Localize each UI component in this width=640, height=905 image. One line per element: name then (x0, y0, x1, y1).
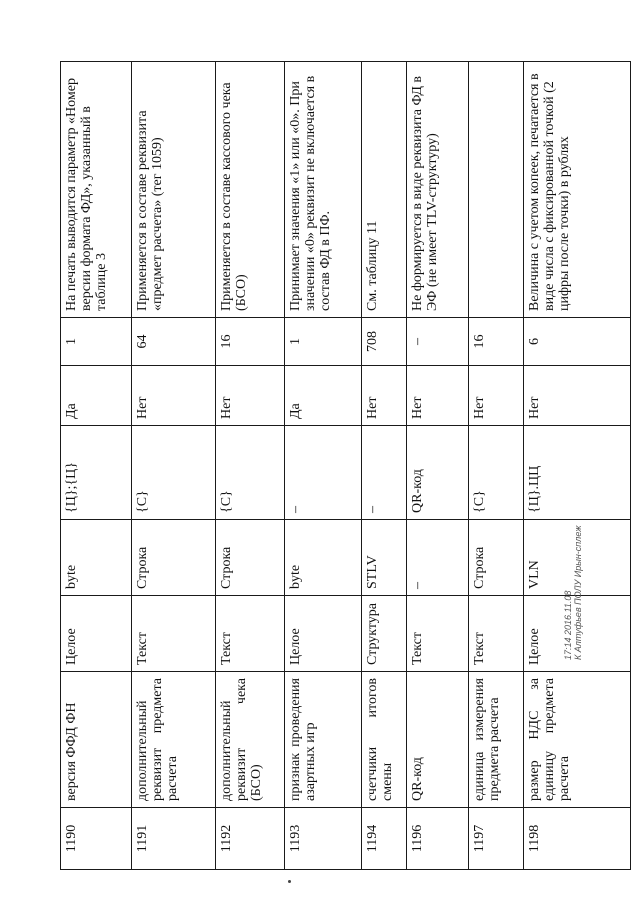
cell-name: размер НДС за единицу предмета расчета (524, 672, 631, 808)
cell-print-form: {Ц}.ЦЦ (524, 426, 631, 520)
table-row (469, 62, 524, 870)
cell-name: QR-код (407, 672, 469, 808)
cell-format: Строка (132, 520, 216, 596)
cell-print-form: QR-код (407, 426, 469, 520)
cell-tag: 1191 (132, 808, 216, 870)
cell-print-form: {С} (216, 426, 285, 520)
cell-format: – (407, 520, 469, 596)
cell-format: STLV (362, 520, 407, 596)
cell-fn: Нет (216, 366, 285, 426)
cell-fn: Нет (469, 366, 524, 426)
cell-print-form: {Ц};{Ц} (61, 426, 132, 520)
cell-name: дополнительный реквизит предмета расчета (132, 672, 216, 808)
cell-tag: 1198 (524, 808, 631, 870)
cell-name: дополнительный реквизит чека (БСО) (216, 672, 285, 808)
cell-description: Принимает значения «1» или «0». При значении «0» реквизит не включается в состав ФД в ПФ. (285, 62, 362, 318)
cell-length: 1 (61, 318, 132, 366)
cell-format: byte (61, 520, 132, 596)
cell-type: Текст (407, 596, 469, 672)
cell-tag: 1192 (216, 808, 285, 870)
cell-type: Текст (216, 596, 285, 672)
cell-type: Текст (132, 596, 216, 672)
cell-format: Строка (216, 520, 285, 596)
cell-print-form: {С} (469, 426, 524, 520)
cell-name: признак проведения азартных игр (285, 672, 362, 808)
cell-length: 16 (469, 318, 524, 366)
table-row (362, 62, 407, 870)
margin-stamp (563, 410, 583, 660)
cell-format: byte (285, 520, 362, 596)
cell-name: версия ФФД ФН (61, 672, 132, 808)
cell-description (469, 62, 524, 318)
cell-description: См. таблицу 11 (362, 62, 407, 318)
cell-description: Величина с учетом копеек, печатается в виде числа с фиксированной точкой (2 цифры после точки) в рублях (524, 62, 631, 318)
cell-length: 6 (524, 318, 631, 366)
cell-description: Не формируется в виде реквизита ФД в ЭФ (не имеет TLV-структуру) (407, 62, 469, 318)
cell-name: единица измерения предмета расчета (469, 672, 524, 808)
cell-length: 16 (216, 318, 285, 366)
cell-fn: Да (285, 366, 362, 426)
cell-fn: Нет (524, 366, 631, 426)
cell-tag: 1190 (61, 808, 132, 870)
cell-description: Применяется в составе реквизита «предмет расчета» (тег 1059) (132, 62, 216, 318)
cell-type: Структура (362, 596, 407, 672)
cell-tag: 1194 (362, 808, 407, 870)
cell-print-form: – (362, 426, 407, 520)
cell-type: Целое (524, 596, 631, 672)
cell-format: Строка (469, 520, 524, 596)
cell-fn: Да (61, 366, 132, 426)
cell-length: 64 (132, 318, 216, 366)
cell-fn: Нет (362, 366, 407, 426)
cell-name: счетчики итогов смены (362, 672, 407, 808)
stamp-line-2: К Алтуфьев ПОЛУ Ирын-сплеж (573, 525, 583, 660)
table-row (216, 62, 285, 870)
cell-fn: Нет (407, 366, 469, 426)
cell-format: VLN (524, 520, 631, 596)
cell-description: На печать выводится параметр «Номер версии формата ФД», указанный в таблице 3 (61, 62, 132, 318)
cell-length: 1 (285, 318, 362, 366)
table-row (285, 62, 362, 870)
rotated-page (60, 62, 610, 870)
cell-tag: 1193 (285, 808, 362, 870)
table-row (407, 62, 469, 870)
scan-dot (288, 880, 291, 883)
cell-fn: Нет (132, 366, 216, 426)
cell-type: Текст (469, 596, 524, 672)
cell-type: Целое (285, 596, 362, 672)
table-body (61, 62, 631, 870)
cell-description: Применяется в составе кассового чека (БСО) (216, 62, 285, 318)
cell-print-form: – (285, 426, 362, 520)
cell-tag: 1196 (407, 808, 469, 870)
cell-type: Целое (61, 596, 132, 672)
cell-print-form: {С} (132, 426, 216, 520)
cell-tag: 1197 (469, 808, 524, 870)
table-row (132, 62, 216, 870)
cell-length: 708 (362, 318, 407, 366)
cell-length: – (407, 318, 469, 366)
stamp-line-1: 17:14 2016.11.08 (563, 590, 573, 660)
table-row (61, 62, 132, 870)
requisites-table (60, 61, 631, 870)
